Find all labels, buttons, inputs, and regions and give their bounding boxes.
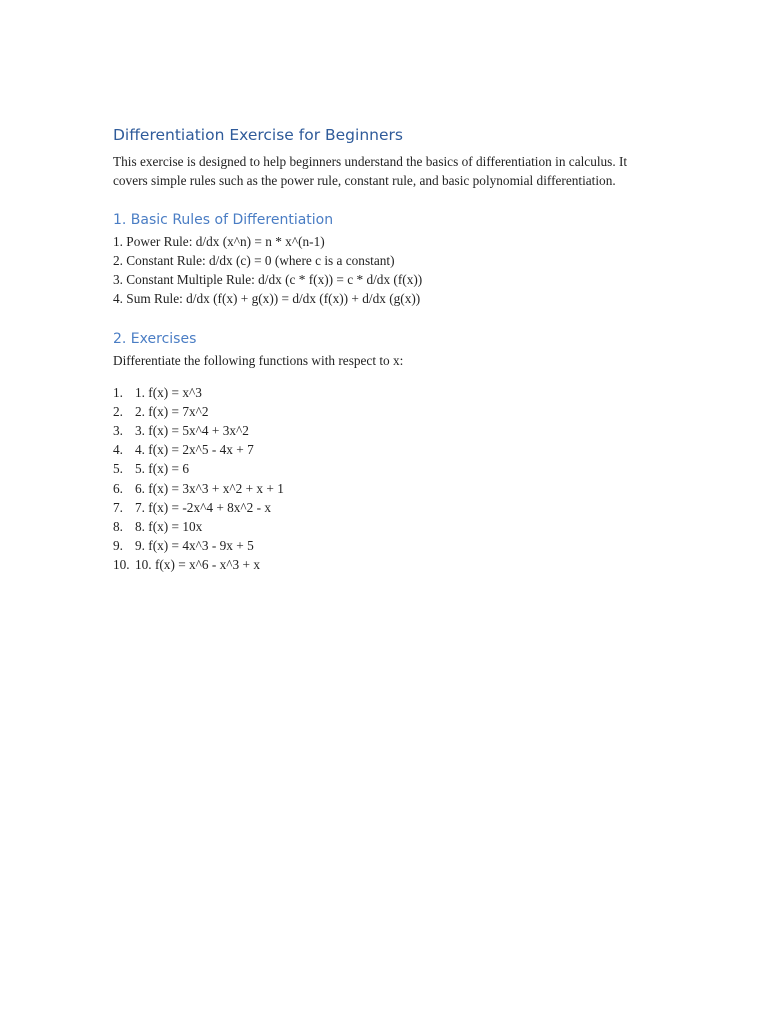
list-item xyxy=(113,536,653,555)
rule-constant: 2. Constant Rule: d/dx (c) = 0 (where c is a constant) xyxy=(113,253,395,269)
list-item-text: 8. f(x) = 10x xyxy=(135,519,203,535)
list-item-number: 5. xyxy=(113,461,123,477)
list-item-number: 7. xyxy=(113,499,123,515)
list-item-text: 9. f(x) = 4x^3 - 9x + 5 xyxy=(135,538,254,554)
rules-section-heading: 1. Basic Rules of Differentiation xyxy=(113,211,334,228)
rule-sum: 4. Sum Rule: d/dx (f(x) + g(x)) = d/dx (f(x)) + d/dx (g(x)) xyxy=(113,291,421,307)
list-item xyxy=(113,479,653,498)
list-item-number: 6. xyxy=(113,480,123,496)
rule-power: 1. Power Rule: d/dx (x^n) = n * x^(n-1) xyxy=(113,233,325,249)
intro-paragraph: This exercise is designed to help beginners understand the basics of differentiation in calculus. It covers simple rules such as the power rule, constant rule, and basic polynomial differentiation. xyxy=(113,154,628,189)
rule-constant-multiple: 3. Constant Multiple Rule: d/dx (c * f(x)) = c * d/dx (f(x)) xyxy=(113,272,423,288)
list-item xyxy=(113,402,653,421)
list-item-number: 8. xyxy=(113,519,123,535)
document-title: Differentiation Exercise for Beginners xyxy=(113,126,403,144)
exercises-section-heading: 2. Exercises xyxy=(113,330,197,347)
list-item xyxy=(113,555,653,574)
list-item-text: 10. f(x) = x^6 - x^3 + x xyxy=(135,557,260,573)
list-item-number: 4. xyxy=(113,442,123,458)
list-item xyxy=(113,383,653,402)
rules-list xyxy=(113,232,653,309)
exercises-instruction: Differentiate the following functions with respect to x: xyxy=(113,352,404,368)
list-item xyxy=(113,440,653,459)
document-page xyxy=(113,124,653,575)
list-item-number: 2. xyxy=(113,403,123,419)
list-item xyxy=(113,421,653,440)
list-item xyxy=(113,459,653,478)
exercise-list xyxy=(113,383,653,575)
list-item-text: 7. f(x) = -2x^4 + 8x^2 - x xyxy=(135,499,272,515)
list-item-text: 4. f(x) = 2x^5 - 4x + 7 xyxy=(135,442,254,458)
list-item-number: 9. xyxy=(113,538,123,554)
list-item-text: 1. f(x) = x^3 xyxy=(135,384,202,400)
list-item-text: 3. f(x) = 5x^4 + 3x^2 xyxy=(135,423,249,439)
list-item xyxy=(113,517,653,536)
list-item-text: 5. f(x) = 6 xyxy=(135,461,190,477)
list-item-number: 3. xyxy=(113,423,123,439)
list-item-number: 1. xyxy=(113,384,123,400)
list-item-text: 2. f(x) = 7x^2 xyxy=(135,403,209,419)
list-item-number: 10. xyxy=(113,557,130,573)
list-item xyxy=(113,498,653,517)
list-item-text: 6. f(x) = 3x^3 + x^2 + x + 1 xyxy=(135,480,284,496)
